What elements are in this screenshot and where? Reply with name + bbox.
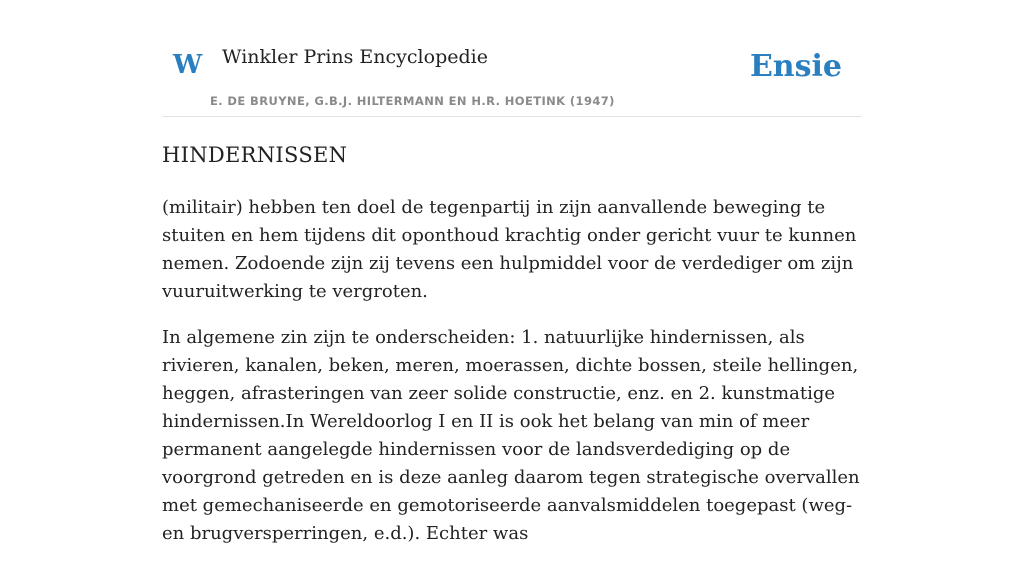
authors-line: E. DE BRUYNE, G.B.J. HILTERMANN EN H.R. HOETINK (1947)	[210, 94, 615, 108]
header	[162, 0, 862, 117]
winkler-prins-logo[interactable]: W	[173, 50, 203, 80]
article-paragraph: (militair) hebben ten doel de tegenpartij in zijn aanvallende beweging te stuiten en hem tijdens dit oponthoud krachtig onder gericht vuur te kunnen nemen. Zodoende zijn zij tevens een hulpmiddel voor de verdediger om zijn vuuruitwerking te vergroten.	[162, 197, 857, 302]
article-paragraph: In algemene zin zijn te onderscheiden: 1. natuurlijke hindernissen, als rivieren, kanalen, beken, meren, moerassen, dichte bossen, steile hellingen, heggen, afrasteringen van zeer solide constructie, enz. en 2. kunstmatige hindernissen.In Wereldoorlog I en II is ook het belang van min of meer permanent aangelegde hindernissen voor de landsverdediging op de voorgrond getreden en is deze aanleg daarom tegen strategische overvallen met gemechaniseerde en gemotoriseerde aanvalsmiddelen toegepast (weg- en brugversperringen, e.d.). Echter was	[162, 327, 860, 544]
ensie-logo[interactable]: Ensie	[749, 49, 842, 84]
article	[162, 140, 867, 566]
article-headword: HINDERNISSEN	[162, 143, 348, 167]
book-title[interactable]: Winkler Prins Encyclopedie	[222, 46, 488, 68]
